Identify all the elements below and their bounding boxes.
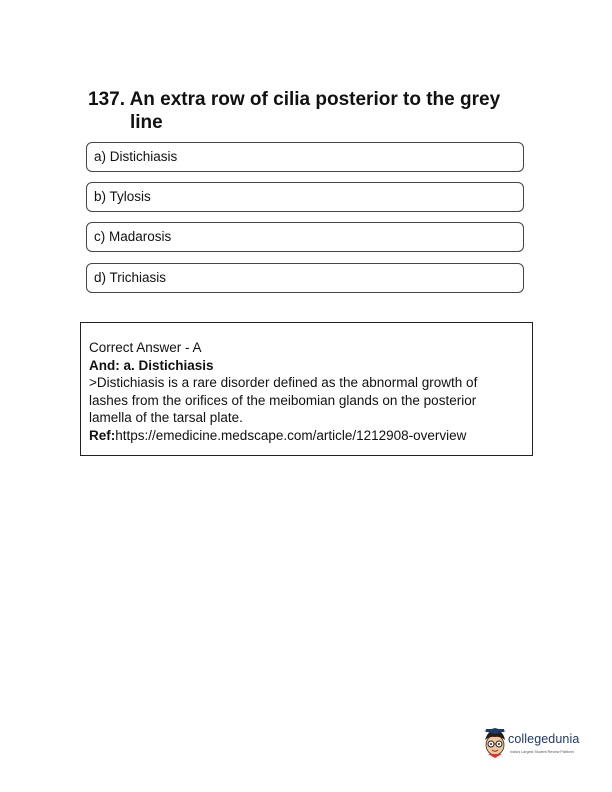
option-b[interactable]: b) Tylosis <box>86 182 524 212</box>
answer-heading: And: a. Distichiasis <box>89 357 214 373</box>
correct-answer: Correct Answer - A <box>89 340 202 355</box>
option-c[interactable]: c) Madarosis <box>86 222 524 252</box>
question-number: 137. <box>88 89 125 110</box>
answer-explanation-box <box>80 322 533 456</box>
option-a[interactable]: a) Distichiasis <box>86 142 524 172</box>
explanation-line-1: >Distichiasis is a rare disorder defined as the abnormal growth of <box>89 375 478 390</box>
brand-name: collegedunia <box>508 732 580 746</box>
question-title <box>88 88 538 134</box>
explanation-line-2: lashes from the orifices of the meibomian glands on the posterior <box>89 392 477 408</box>
mascot-icon <box>482 728 508 758</box>
reference <box>89 427 524 445</box>
collegedunia-logo <box>482 728 592 760</box>
question-text-line2: line <box>130 112 163 133</box>
brand-tagline: India's Largest Student Review Platform <box>510 750 574 754</box>
option-d[interactable]: d) Trichiasis <box>86 263 524 293</box>
reference-url[interactable]: https://emedicine.medscape.com/article/1212908-overview <box>115 427 467 443</box>
reference-label: Ref: <box>89 427 116 443</box>
question-text-line1: An extra row of cilia posterior to the grey <box>129 89 501 110</box>
explanation-line-3: lamella of the tarsal plate. <box>89 410 243 425</box>
